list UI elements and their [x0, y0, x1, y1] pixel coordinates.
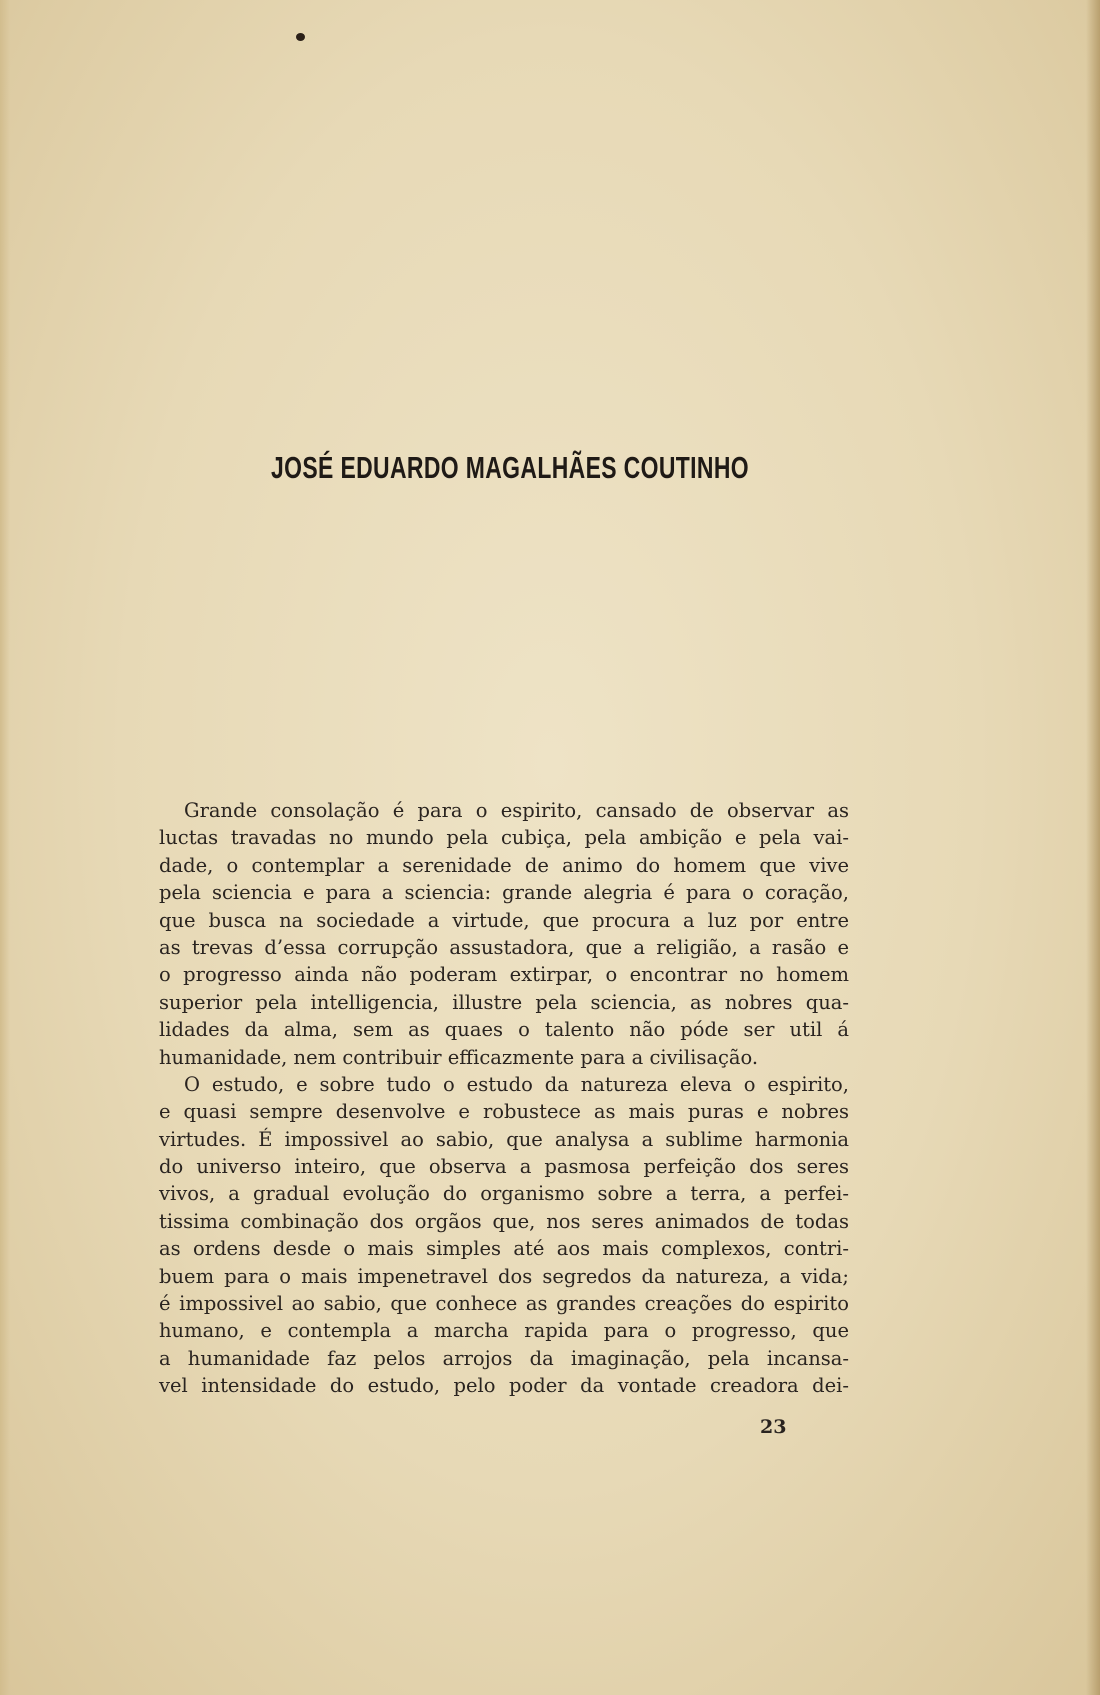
text-line: as trevas d’essa corrupção assustadora, que a religião, a rasão e — [159, 935, 849, 959]
text-line: e quasi sempre desenvolve e robustece as mais puras e nobres — [159, 1100, 849, 1124]
text-line: luctas travadas no mundo pela cubiça, pela ambição e pela vai- — [159, 826, 849, 850]
text-line: humanidade, nem contribuir efficazmente para a civilisação. — [159, 1045, 759, 1069]
page-edge-right — [1086, 0, 1100, 1695]
text-line: vel intensidade do estudo, pelo poder da vontade creadora dei- — [159, 1374, 849, 1398]
page-title: JOSÉ EDUARDO MAGALHÃES COUTINHO — [271, 450, 749, 485]
body-text — [159, 797, 849, 1400]
text-line: a humanidade faz pelos arrojos da imaginação, pela incansa- — [159, 1346, 849, 1370]
text-line: é impossivel ao sabio, que conhece as grandes creações do espirito — [159, 1292, 849, 1316]
text-line: tissima combinação dos orgãos que, nos seres animados de todas — [159, 1209, 849, 1233]
page-number: 23 — [760, 1416, 787, 1438]
ink-spot — [296, 33, 305, 41]
text-line: superior pela intelligencia, illustre pela sciencia, as nobres qua- — [159, 990, 849, 1014]
text-line: pela sciencia e para a sciencia: grande alegria é para o coração, — [159, 881, 849, 905]
text-line: do universo inteiro, que observa a pasmosa perfeição dos seres — [159, 1155, 849, 1179]
page-edge-left — [0, 0, 10, 1695]
text-line: dade, o contemplar a serenidade de animo do homem que vive — [159, 853, 849, 877]
text-line: as ordens desde o mais simples até aos mais complexos, contri- — [159, 1237, 849, 1261]
text-line: o progresso ainda não poderam extirpar, o encontrar no homem — [159, 963, 849, 987]
text-line: humano, e contempla a marcha rapida para o progresso, que — [159, 1319, 849, 1343]
text-line: lidades da alma, sem as quaes o talento não póde ser util á — [159, 1018, 849, 1042]
text-line: buem para o mais impenetravel dos segredos da natureza, a vida; — [159, 1264, 849, 1288]
text-line: que busca na sociedade a virtude, que procura a luz por entre — [159, 908, 849, 932]
text-line: O estudo, e sobre tudo o estudo da natureza eleva o espirito, — [184, 1072, 849, 1096]
text-line: vivos, a gradual evolução do organismo sobre a terra, a perfei- — [159, 1182, 849, 1206]
text-line: Grande consolação é para o espirito, cansado de observar as — [184, 799, 849, 822]
paragraph-1 — [159, 797, 849, 1071]
paragraph-2 — [159, 1071, 849, 1400]
text-line: virtudes. É impossivel ao sabio, que analysa a sublime harmonia — [159, 1127, 849, 1151]
